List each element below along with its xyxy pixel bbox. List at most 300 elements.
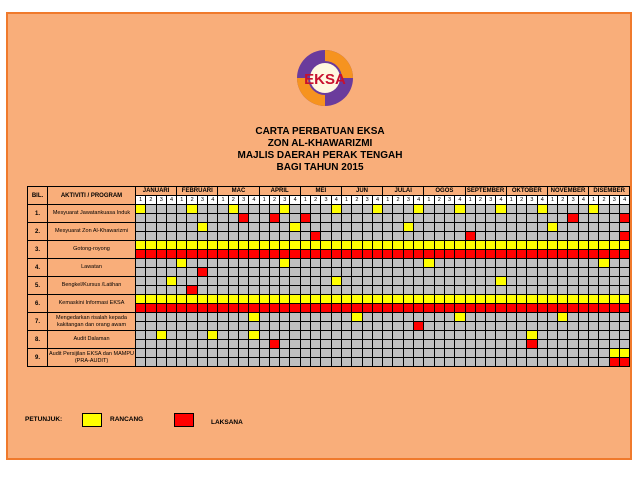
- cell-empty: [300, 268, 310, 277]
- cell-empty: [156, 268, 166, 277]
- cell-empty: [208, 286, 218, 295]
- cell-empty: [393, 349, 403, 358]
- cell-empty: [280, 223, 290, 232]
- cell-rancang: [475, 241, 485, 250]
- cell-laksana: [208, 304, 218, 313]
- cell-rancang: [547, 223, 557, 232]
- cell-empty: [599, 223, 609, 232]
- cell-laksana: [589, 304, 599, 313]
- cell-empty: [156, 340, 166, 349]
- cell-empty: [475, 259, 485, 268]
- cell-rancang: [249, 331, 259, 340]
- cell-empty: [589, 349, 599, 358]
- cell-laksana: [516, 250, 526, 259]
- cell-empty: [403, 358, 413, 367]
- cell-empty: [465, 286, 475, 295]
- cell-empty: [516, 277, 526, 286]
- week-header: 4: [619, 196, 629, 205]
- cell-empty: [300, 223, 310, 232]
- cell-empty: [444, 259, 454, 268]
- cell-empty: [496, 340, 506, 349]
- cell-empty: [218, 223, 228, 232]
- cell-laksana: [496, 304, 506, 313]
- legend-rancang-label: RANCANG: [110, 416, 144, 423]
- cell-empty: [578, 322, 588, 331]
- cell-empty: [558, 223, 568, 232]
- cell-empty: [146, 349, 156, 358]
- cell-laksana: [486, 250, 496, 259]
- cell-empty: [547, 349, 557, 358]
- month-header-disember: DISEMBER: [589, 187, 630, 196]
- cell-empty: [383, 313, 393, 322]
- week-header: 1: [341, 196, 351, 205]
- month-header-november: NOVEMBER: [547, 187, 588, 196]
- cell-rancang: [444, 241, 454, 250]
- cell-empty: [527, 277, 537, 286]
- cell-empty: [527, 358, 537, 367]
- cell-rancang: [259, 295, 269, 304]
- cell-empty: [589, 313, 599, 322]
- cell-empty: [362, 286, 372, 295]
- cell-empty: [609, 268, 619, 277]
- cell-rancang: [269, 295, 279, 304]
- cell-rancang: [208, 241, 218, 250]
- week-header: 1: [424, 196, 434, 205]
- cell-laksana: [444, 250, 454, 259]
- cell-rancang: [331, 205, 341, 214]
- cell-rancang: [156, 241, 166, 250]
- cell-empty: [187, 277, 197, 286]
- cell-empty: [259, 313, 269, 322]
- cell-rancang: [166, 295, 176, 304]
- title-line-3: MAJLIS DAERAH PERAK TENGAH: [237, 150, 403, 161]
- cell-empty: [362, 268, 372, 277]
- cell-rancang: [486, 295, 496, 304]
- cell-empty: [146, 205, 156, 214]
- cell-laksana: [311, 304, 321, 313]
- cell-empty: [280, 214, 290, 223]
- cell-empty: [414, 232, 424, 241]
- cell-empty: [537, 286, 547, 295]
- cell-laksana: [619, 232, 629, 241]
- cell-empty: [321, 277, 331, 286]
- cell-laksana: [527, 304, 537, 313]
- cell-empty: [496, 322, 506, 331]
- cell-empty: [218, 313, 228, 322]
- week-header: 1: [136, 196, 146, 205]
- cell-empty: [238, 232, 248, 241]
- week-header: 4: [331, 196, 341, 205]
- cell-rancang: [568, 241, 578, 250]
- cell-empty: [362, 223, 372, 232]
- cell-empty: [558, 205, 568, 214]
- cell-empty: [537, 268, 547, 277]
- cell-empty: [352, 214, 362, 223]
- legend-laksana-swatch: [174, 413, 194, 427]
- cell-laksana: [414, 304, 424, 313]
- cell-rancang: [558, 241, 568, 250]
- cell-empty: [208, 340, 218, 349]
- cell-empty: [166, 358, 176, 367]
- cell-empty: [136, 214, 146, 223]
- cell-empty: [537, 277, 547, 286]
- cell-empty: [331, 259, 341, 268]
- cell-empty: [599, 286, 609, 295]
- cell-empty: [393, 205, 403, 214]
- col-activity-header: AKTIVITI / PROGRAM: [48, 187, 136, 205]
- cell-laksana: [537, 250, 547, 259]
- cell-rancang: [414, 205, 424, 214]
- cell-empty: [527, 322, 537, 331]
- cell-empty: [311, 331, 321, 340]
- cell-empty: [321, 214, 331, 223]
- cell-rancang: [208, 331, 218, 340]
- cell-empty: [393, 214, 403, 223]
- cell-empty: [516, 232, 526, 241]
- cell-empty: [238, 313, 248, 322]
- cell-empty: [177, 349, 187, 358]
- cell-empty: [238, 331, 248, 340]
- cell-rancang: [568, 295, 578, 304]
- cell-empty: [197, 313, 207, 322]
- cell-empty: [486, 223, 496, 232]
- month-header-januari: JANUARI: [136, 187, 177, 196]
- cell-empty: [341, 349, 351, 358]
- cell-laksana: [269, 214, 279, 223]
- cell-empty: [321, 268, 331, 277]
- cell-empty: [383, 322, 393, 331]
- cell-empty: [372, 277, 382, 286]
- cell-laksana: [362, 304, 372, 313]
- cell-rancang: [486, 241, 496, 250]
- cell-laksana: [455, 304, 465, 313]
- cell-empty: [444, 205, 454, 214]
- cell-empty: [300, 340, 310, 349]
- cell-empty: [341, 340, 351, 349]
- cell-empty: [166, 331, 176, 340]
- cell-empty: [218, 232, 228, 241]
- month-header-mac: MAC: [218, 187, 259, 196]
- cell-empty: [537, 322, 547, 331]
- cell-empty: [403, 331, 413, 340]
- cell-rancang: [280, 295, 290, 304]
- cell-empty: [393, 268, 403, 277]
- cell-empty: [290, 259, 300, 268]
- cell-empty: [547, 340, 557, 349]
- cell-rancang: [455, 295, 465, 304]
- cell-empty: [424, 223, 434, 232]
- cell-empty: [290, 268, 300, 277]
- cell-rancang: [599, 259, 609, 268]
- cell-empty: [516, 340, 526, 349]
- cell-empty: [259, 340, 269, 349]
- cell-empty: [516, 223, 526, 232]
- cell-empty: [311, 214, 321, 223]
- cell-laksana: [475, 304, 485, 313]
- cell-empty: [352, 349, 362, 358]
- cell-empty: [197, 340, 207, 349]
- cell-empty: [259, 205, 269, 214]
- cell-empty: [208, 322, 218, 331]
- cell-rancang: [311, 241, 321, 250]
- cell-rancang: [177, 295, 187, 304]
- cell-empty: [280, 331, 290, 340]
- week-header: 2: [352, 196, 362, 205]
- cell-empty: [197, 349, 207, 358]
- cell-empty: [547, 322, 557, 331]
- cell-empty: [208, 205, 218, 214]
- cell-rancang: [424, 259, 434, 268]
- cell-empty: [444, 331, 454, 340]
- week-header: 3: [362, 196, 372, 205]
- cell-laksana: [218, 250, 228, 259]
- cell-laksana: [238, 304, 248, 313]
- cell-laksana: [280, 250, 290, 259]
- week-header: 1: [506, 196, 516, 205]
- cell-rancang: [465, 295, 475, 304]
- cell-rancang: [228, 205, 238, 214]
- cell-empty: [537, 358, 547, 367]
- week-header: 4: [455, 196, 465, 205]
- cell-empty: [465, 322, 475, 331]
- month-header-mei: MEI: [300, 187, 341, 196]
- cell-empty: [197, 331, 207, 340]
- cell-empty: [434, 340, 444, 349]
- cell-rancang: [527, 331, 537, 340]
- cell-empty: [393, 358, 403, 367]
- cell-empty: [362, 259, 372, 268]
- cell-empty: [331, 313, 341, 322]
- week-header: 4: [290, 196, 300, 205]
- cell-laksana: [177, 304, 187, 313]
- cell-empty: [321, 331, 331, 340]
- cell-empty: [269, 322, 279, 331]
- cell-rancang: [372, 241, 382, 250]
- week-header: 2: [558, 196, 568, 205]
- cell-empty: [341, 286, 351, 295]
- cell-empty: [166, 349, 176, 358]
- cell-rancang: [290, 295, 300, 304]
- cell-rancang: [496, 241, 506, 250]
- cell-empty: [537, 232, 547, 241]
- cell-empty: [166, 322, 176, 331]
- cell-empty: [506, 277, 516, 286]
- cell-empty: [486, 349, 496, 358]
- cell-empty: [166, 268, 176, 277]
- cell-empty: [238, 223, 248, 232]
- cell-rancang: [619, 349, 629, 358]
- cell-empty: [362, 232, 372, 241]
- cell-rancang: [578, 241, 588, 250]
- cell-empty: [249, 259, 259, 268]
- cell-empty: [372, 223, 382, 232]
- cell-empty: [146, 286, 156, 295]
- cell-empty: [403, 232, 413, 241]
- cell-empty: [527, 214, 537, 223]
- cell-laksana: [238, 214, 248, 223]
- cell-empty: [475, 358, 485, 367]
- cell-rancang: [280, 205, 290, 214]
- cell-empty: [136, 349, 146, 358]
- week-header: 1: [589, 196, 599, 205]
- cell-laksana: [383, 250, 393, 259]
- cell-empty: [208, 214, 218, 223]
- cell-empty: [146, 268, 156, 277]
- cell-empty: [259, 349, 269, 358]
- cell-empty: [166, 259, 176, 268]
- cell-empty: [547, 358, 557, 367]
- cell-laksana: [341, 304, 351, 313]
- cell-laksana: [506, 304, 516, 313]
- cell-empty: [609, 205, 619, 214]
- cell-empty: [496, 331, 506, 340]
- cell-empty: [290, 214, 300, 223]
- cell-empty: [383, 259, 393, 268]
- cell-empty: [506, 349, 516, 358]
- cell-empty: [197, 322, 207, 331]
- week-header: 4: [249, 196, 259, 205]
- cell-empty: [403, 268, 413, 277]
- cell-empty: [506, 358, 516, 367]
- cell-laksana: [177, 250, 187, 259]
- cell-laksana: [547, 304, 557, 313]
- cell-empty: [228, 214, 238, 223]
- cell-empty: [434, 214, 444, 223]
- cell-empty: [424, 331, 434, 340]
- cell-empty: [136, 259, 146, 268]
- cell-rancang: [187, 295, 197, 304]
- cell-empty: [619, 340, 629, 349]
- cell-empty: [455, 286, 465, 295]
- cell-empty: [599, 214, 609, 223]
- cell-empty: [311, 349, 321, 358]
- week-header: 1: [218, 196, 228, 205]
- cell-empty: [197, 205, 207, 214]
- week-header: 2: [599, 196, 609, 205]
- cell-empty: [568, 259, 578, 268]
- cell-empty: [589, 340, 599, 349]
- cell-empty: [321, 205, 331, 214]
- cell-empty: [578, 205, 588, 214]
- title-line-4: BAGI TAHUN 2015: [276, 162, 364, 173]
- cell-empty: [599, 268, 609, 277]
- cell-laksana: [403, 250, 413, 259]
- cell-empty: [619, 277, 629, 286]
- legend-laksana-label: LAKSANA: [211, 419, 243, 426]
- cell-empty: [393, 232, 403, 241]
- cell-empty: [465, 340, 475, 349]
- cell-empty: [187, 322, 197, 331]
- cell-laksana: [527, 250, 537, 259]
- cell-empty: [218, 205, 228, 214]
- activity-name: Mesyuarat Jawatankuasa Induk: [48, 205, 136, 223]
- cell-empty: [589, 223, 599, 232]
- cell-empty: [516, 313, 526, 322]
- cell-empty: [146, 313, 156, 322]
- cell-rancang: [393, 241, 403, 250]
- cell-empty: [506, 340, 516, 349]
- cell-empty: [177, 232, 187, 241]
- cell-rancang: [516, 295, 526, 304]
- cell-empty: [578, 277, 588, 286]
- cell-empty: [300, 331, 310, 340]
- cell-rancang: [444, 295, 454, 304]
- cell-rancang: [383, 295, 393, 304]
- cell-rancang: [424, 295, 434, 304]
- cell-empty: [383, 340, 393, 349]
- cell-empty: [228, 268, 238, 277]
- cell-laksana: [558, 304, 568, 313]
- cell-empty: [238, 268, 248, 277]
- week-header: 2: [434, 196, 444, 205]
- cell-empty: [496, 259, 506, 268]
- cell-empty: [321, 358, 331, 367]
- cell-empty: [269, 349, 279, 358]
- cell-empty: [537, 313, 547, 322]
- cell-empty: [475, 205, 485, 214]
- cell-empty: [506, 322, 516, 331]
- cell-empty: [228, 259, 238, 268]
- cell-laksana: [444, 304, 454, 313]
- cell-empty: [383, 205, 393, 214]
- cell-laksana: [393, 250, 403, 259]
- cell-empty: [280, 340, 290, 349]
- cell-rancang: [341, 241, 351, 250]
- cell-empty: [609, 223, 619, 232]
- cell-empty: [146, 232, 156, 241]
- cell-empty: [434, 223, 444, 232]
- cell-empty: [496, 358, 506, 367]
- cell-rancang: [249, 295, 259, 304]
- cell-laksana: [290, 304, 300, 313]
- cell-empty: [341, 214, 351, 223]
- cell-empty: [218, 349, 228, 358]
- cell-empty: [434, 349, 444, 358]
- cell-empty: [589, 322, 599, 331]
- cell-empty: [455, 223, 465, 232]
- cell-rancang: [414, 241, 424, 250]
- cell-rancang: [300, 241, 310, 250]
- cell-rancang: [166, 241, 176, 250]
- cell-empty: [362, 340, 372, 349]
- cell-empty: [321, 349, 331, 358]
- cell-empty: [547, 313, 557, 322]
- cell-empty: [496, 349, 506, 358]
- cell-empty: [238, 277, 248, 286]
- cell-laksana: [609, 250, 619, 259]
- cell-empty: [475, 286, 485, 295]
- cell-empty: [352, 232, 362, 241]
- cell-laksana: [475, 250, 485, 259]
- month-header-ogos: OGOS: [424, 187, 465, 196]
- cell-empty: [444, 232, 454, 241]
- week-header: 3: [403, 196, 413, 205]
- cell-laksana: [136, 304, 146, 313]
- cell-empty: [434, 232, 444, 241]
- cell-rancang: [434, 295, 444, 304]
- cell-empty: [156, 313, 166, 322]
- cell-empty: [208, 232, 218, 241]
- cell-empty: [558, 268, 568, 277]
- cell-empty: [311, 223, 321, 232]
- cell-empty: [568, 349, 578, 358]
- month-header-april: APRIL: [259, 187, 300, 196]
- cell-rancang: [331, 295, 341, 304]
- cell-rancang: [146, 295, 156, 304]
- cell-empty: [486, 286, 496, 295]
- cell-empty: [177, 340, 187, 349]
- cell-empty: [177, 223, 187, 232]
